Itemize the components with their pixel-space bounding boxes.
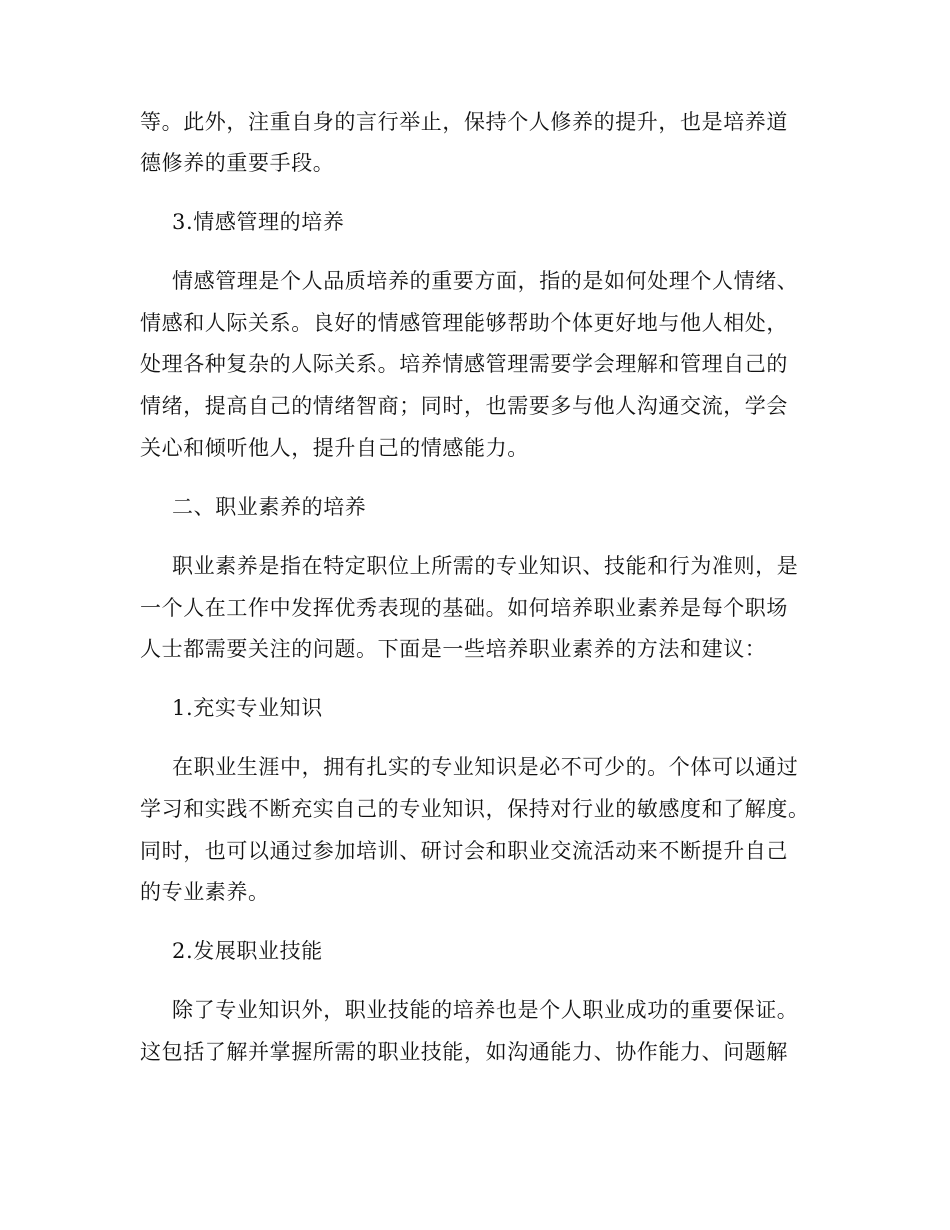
paragraph-line: 人士都需要关注的问题。下面是一些培养职业素养的方法和建议： (140, 637, 767, 661)
paragraph-line: 情感和人际关系。良好的情感管理能够帮助个体更好地与他人相处， (140, 311, 788, 335)
paragraph-line: 情绪，提高自己的情绪智商；同时，也需要多与他人沟通交流，学会 (140, 394, 788, 418)
section-heading: 2.发展职业技能 (172, 939, 323, 963)
section-heading: 二、职业素养的培养 (172, 495, 367, 519)
paragraph-line: 一个人在工作中发挥优秀表现的基础。如何培养职业素养是每个职场 (140, 596, 788, 620)
paragraph-line: 在职业生涯中，拥有扎实的专业知识是必不可少的。个体可以通过 (172, 755, 799, 779)
section-heading: 1.充实专业知识 (172, 696, 323, 720)
paragraph-line: 处理各种复杂的人际关系。培养情感管理需要学会理解和管理自己的 (140, 352, 788, 376)
paragraph-line: 关心和倾听他人，提升自己的情感能力。 (140, 436, 529, 460)
paragraph-line: 职业素养是指在特定职位上所需的专业知识、技能和行为准则，是 (172, 554, 799, 578)
paragraph-line: 德修养的重要手段。 (140, 151, 335, 175)
paragraph-line: 学习和实践不断充实自己的专业知识，保持对行业的敏感度和了解度。 (140, 797, 810, 821)
paragraph-line: 的专业素养。 (140, 880, 270, 904)
paragraph-line: 这包括了解并掌握所需的职业技能，如沟通能力、协作能力、问题解 (140, 1040, 788, 1064)
paragraph-line: 情感管理是个人品质培养的重要方面，指的是如何处理个人情绪、 (172, 269, 799, 293)
paragraph-line: 除了专业知识外，职业技能的培养也是个人职业成功的重要保证。 (172, 998, 799, 1022)
paragraph-line: 同时，也可以通过参加培训、研讨会和职业交流活动来不断提升自己 (140, 839, 788, 863)
paragraph-line: 等。此外，注重自身的言行举止，保持个人修养的提升，也是培养道 (140, 110, 788, 134)
section-heading: 3.情感管理的培养 (172, 210, 345, 234)
